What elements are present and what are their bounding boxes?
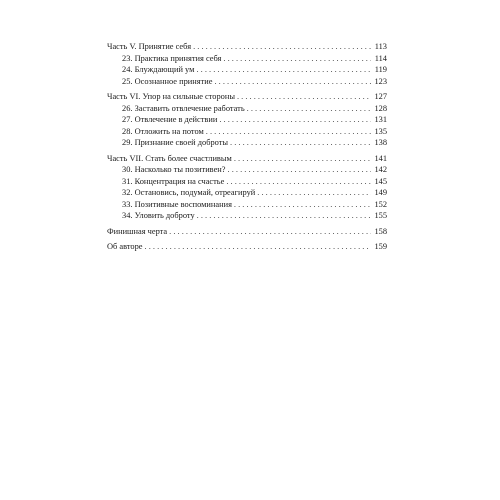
chapter-title: 29. Признание своей доброты [122,138,229,147]
dot-leader [206,126,371,138]
toc-chapter-entry [107,137,387,149]
page-number: 142 [374,165,387,174]
dot-leader [237,91,371,103]
chapter-title: 34. Уловить доброту [122,211,195,220]
toc-part-entry [107,226,387,238]
page-number: 128 [374,103,387,113]
part-title: Часть VI. Упор на сильные стороны [107,92,235,101]
page-number: 131 [374,115,387,124]
toc-part-entry [107,41,387,53]
toc-part-entry [107,91,387,103]
page-number: 135 [374,126,387,136]
chapter-title: 26. Заставить отвлечение работать [122,103,245,113]
dot-leader [193,41,371,53]
part-title: Часть VII. Стать более счастливым [107,153,232,163]
page-number: 158 [374,226,387,236]
chapter-title: 28. Отложить на потом [122,126,204,136]
dot-leader [234,199,371,211]
page-number: 141 [374,153,387,163]
dot-leader [230,137,371,149]
dot-leader [214,76,371,88]
page-number: 138 [374,138,387,147]
dot-leader [145,241,371,253]
page-number: 113 [374,42,387,51]
dot-leader [247,103,371,115]
dot-leader [226,176,371,188]
chapter-title: 31. Концентрация на счастье [122,176,225,186]
toc-chapter-entry [107,164,387,176]
page-number: 145 [374,176,387,186]
page-number: 114 [374,53,387,63]
chapter-title: 24. Блуждающий ум [122,65,195,74]
page-number: 149 [374,188,387,197]
toc-chapter-entry [107,76,387,88]
dot-leader [197,210,371,222]
toc-chapter-entry [107,53,387,65]
chapter-title: 25. Осознанное принятие [122,76,213,86]
toc-chapter-entry [107,199,387,211]
table-of-contents [107,41,387,253]
toc-chapter-entry [107,126,387,138]
page-number: 127 [374,92,387,101]
toc-chapter-entry [107,187,387,199]
dot-leader [196,64,371,76]
dot-leader [257,187,371,199]
toc-part-entry [107,241,387,253]
dot-leader [169,226,371,238]
page-number: 155 [374,211,387,220]
chapter-title: 23. Практика принятия себя [122,53,222,63]
toc-chapter-entry [107,114,387,126]
chapter-title: 32. Остановись, подумай, отреагируй [122,188,256,197]
page-number: 119 [374,65,387,74]
toc-chapter-entry [107,176,387,188]
page-number: 159 [374,242,387,251]
part-title: Финишная черта [107,226,168,236]
dot-leader [223,53,371,65]
chapter-title: 33. Позитивные воспоминания [122,199,232,209]
dot-leader [234,153,371,165]
part-title: Об авторе [107,242,143,251]
page-number: 152 [374,199,387,209]
dot-leader [228,164,372,176]
toc-part-entry [107,153,387,165]
chapter-title: 27. Отвлечение в действии [122,115,218,124]
toc-chapter-entry [107,64,387,76]
part-title: Часть V. Принятие себя [107,42,192,51]
page-number: 123 [374,76,387,86]
toc-chapter-entry [107,103,387,115]
toc-chapter-entry [107,210,387,222]
chapter-title: 30. Насколько ты позитивен? [122,165,226,174]
dot-leader [219,114,371,126]
